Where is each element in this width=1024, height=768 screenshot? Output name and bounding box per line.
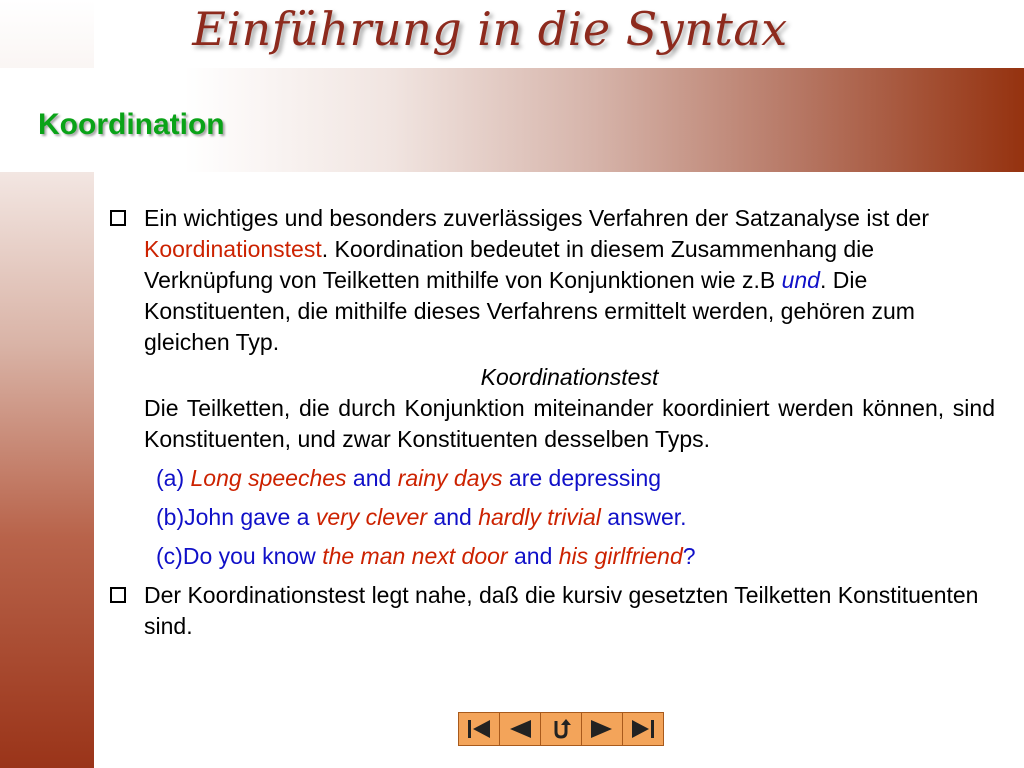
- und-emphasis: und: [781, 267, 820, 293]
- bullet-text-part: . Koordination bedeutet in diesem Zusammenhang die Verknüpfung von Teilketten mithilfe von Konjunktionen wie z.B: [144, 236, 875, 293]
- previous-slide-icon: [507, 719, 533, 739]
- example-text: and: [507, 543, 559, 569]
- example-b: [156, 502, 995, 533]
- test-title: Koordinationstest: [480, 364, 659, 390]
- koordinationstest-highlight: Koordinationstest: [144, 236, 322, 262]
- example-conjunct: Long speeches: [190, 465, 347, 491]
- return-icon: [548, 718, 574, 740]
- example-conjunct: hardly trivial: [478, 504, 601, 530]
- return-button[interactable]: [541, 713, 582, 745]
- example-list: [110, 463, 995, 572]
- example-text: and: [427, 504, 479, 530]
- bullet-text-part: Ein wichtiges und besonders zuverlässiges Verfahren der Satzanalyse ist der: [144, 205, 929, 231]
- previous-slide-button[interactable]: [500, 713, 541, 745]
- example-c: [156, 541, 995, 572]
- bullet-item: [110, 203, 995, 358]
- example-label: (c): [156, 543, 183, 569]
- first-slide-icon: [466, 719, 492, 739]
- example-conjunct: his girlfriend: [558, 543, 683, 569]
- last-slide-button[interactable]: [623, 713, 663, 745]
- example-conjunct: rainy days: [397, 465, 503, 491]
- example-conjunct: the man next door: [322, 543, 508, 569]
- last-slide-icon: [630, 719, 656, 739]
- example-conjunct: very clever: [315, 504, 428, 530]
- example-label: (b): [156, 504, 185, 530]
- bullet-box-icon: [110, 210, 126, 226]
- header-title: Einführung in die Syntax: [192, 2, 788, 56]
- next-slide-button[interactable]: [582, 713, 623, 745]
- next-slide-icon: [589, 719, 615, 739]
- bullet-item: [110, 580, 995, 642]
- example-text: ?: [682, 543, 696, 569]
- example-a: [156, 463, 995, 494]
- example-text: John gave a: [184, 504, 316, 530]
- first-slide-button[interactable]: [459, 713, 500, 745]
- example-text: and: [346, 465, 398, 491]
- example-text: Do you know: [182, 543, 323, 569]
- slide-navigation: [458, 712, 664, 746]
- bullet-box-icon: [110, 587, 126, 603]
- test-definition: Die Teilketten, die durch Konjunktion miteinander koordiniert werden können, sind Konstituenten, und zwar Konstituenten desselben Typs.: [144, 395, 995, 452]
- example-label: (a): [156, 465, 185, 491]
- example-text: answer.: [600, 504, 687, 530]
- bullet-text: Der Koordinationstest legt nahe, daß die kursiv gesetzten Teilketten Konstituenten sind.: [144, 582, 979, 639]
- slide-title: Koordination: [38, 108, 225, 141]
- slide-content: [110, 203, 995, 642]
- example-text: are depressing: [502, 465, 662, 491]
- bullet-text-part: . Die Konstituenten, die mithilfe dieses Verfahrens ermittelt werden, gehören zum gleichen Typ.: [144, 267, 915, 355]
